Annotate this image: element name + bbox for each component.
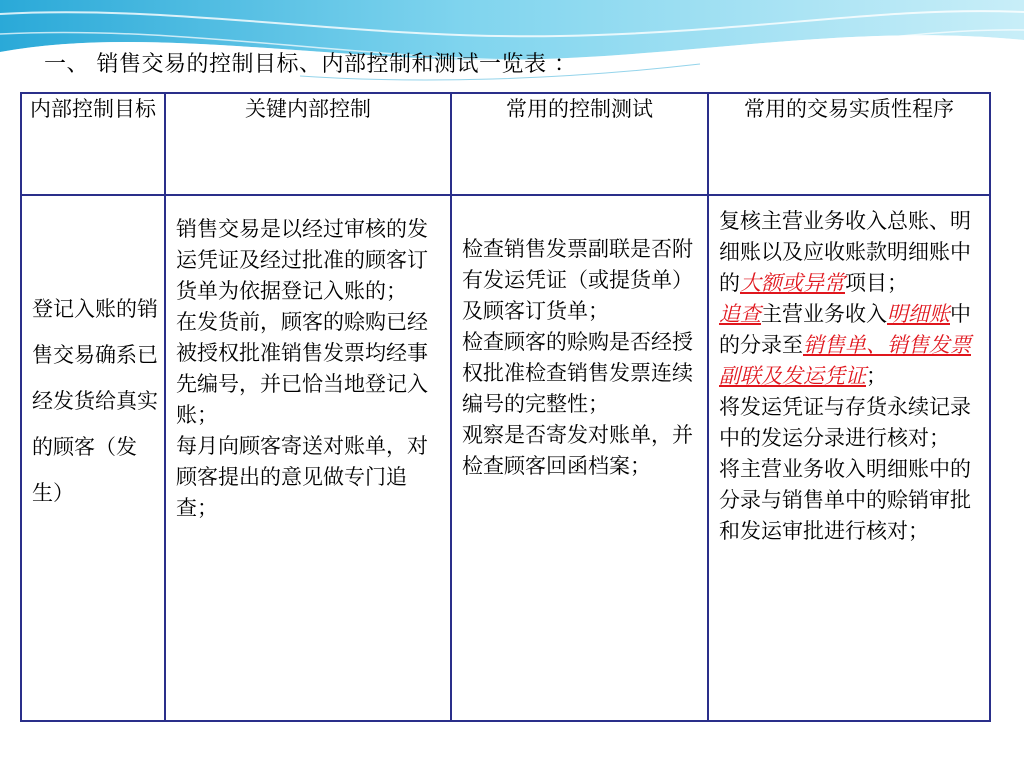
substantive-item: 将主营业务收入明细账中的分录与销售单中的赊销审批和发运审批进行核对； [719,457,971,543]
header-cell-substantive: 常用的交易实质性程序 [708,93,990,195]
key-control-item: 销售交易是以经过审核的发运凭证及经过批准的顾客订货单为依据登记入账的； [176,217,428,303]
header-cell-objective: 内部控制目标 [21,93,165,195]
page-heading: 一、 销售交易的控制目标、内部控制和测试一览表 ： [44,52,577,77]
header-cell-control-tests: 常用的控制测试 [451,93,708,195]
objective-text: 登记入账的销售交易确系已经发货给真实的顾客（发生） [32,297,158,505]
header-cell-key-controls: 关键内部控制 [165,93,451,195]
control-tests-cell [451,195,708,721]
control-test-item: 观察是否寄发对账单，并检查顾客回函档案； [462,423,693,478]
key-control-item: 每月向顾客寄送对账单，对顾客提出的意见做专门追查； [176,434,428,520]
control-test-item: 检查顾客的赊购是否经授权批准检查销售发票连续编号的完整性； [462,330,693,416]
substantive-cell [708,195,990,721]
substantive-item: 复核主营业务收入总账、明细账以及应收账款明细账中的大额或异常项目； [719,209,971,295]
table-header-row [21,93,990,195]
table-row [21,195,990,721]
substantive-item: 将发运凭证与存货永续记录中的发运分录进行核对； [719,395,971,450]
key-control-item: 在发货前，顾客的赊购已经被授权批准销售发票均经事先编号，并已恰当地登记入账； [176,310,428,427]
emphasis-text: 明细账 [887,302,950,326]
substantive-item: 追查主营业务收入明细账中的分录至销售单、销售发票副联及发运凭证； [719,302,971,388]
control-test-item: 检查销售发票副联是否附有发运凭证（或提货单）及顾客订货单； [462,237,693,323]
emphasis-text: 追查 [719,302,761,326]
control-objectives-table [20,92,991,722]
key-controls-cell [165,195,451,721]
emphasis-text: 销售单、销售发票副联及发运凭证 [719,333,971,388]
emphasis-text: 大额或异常 [740,271,845,295]
objective-cell [21,195,165,721]
